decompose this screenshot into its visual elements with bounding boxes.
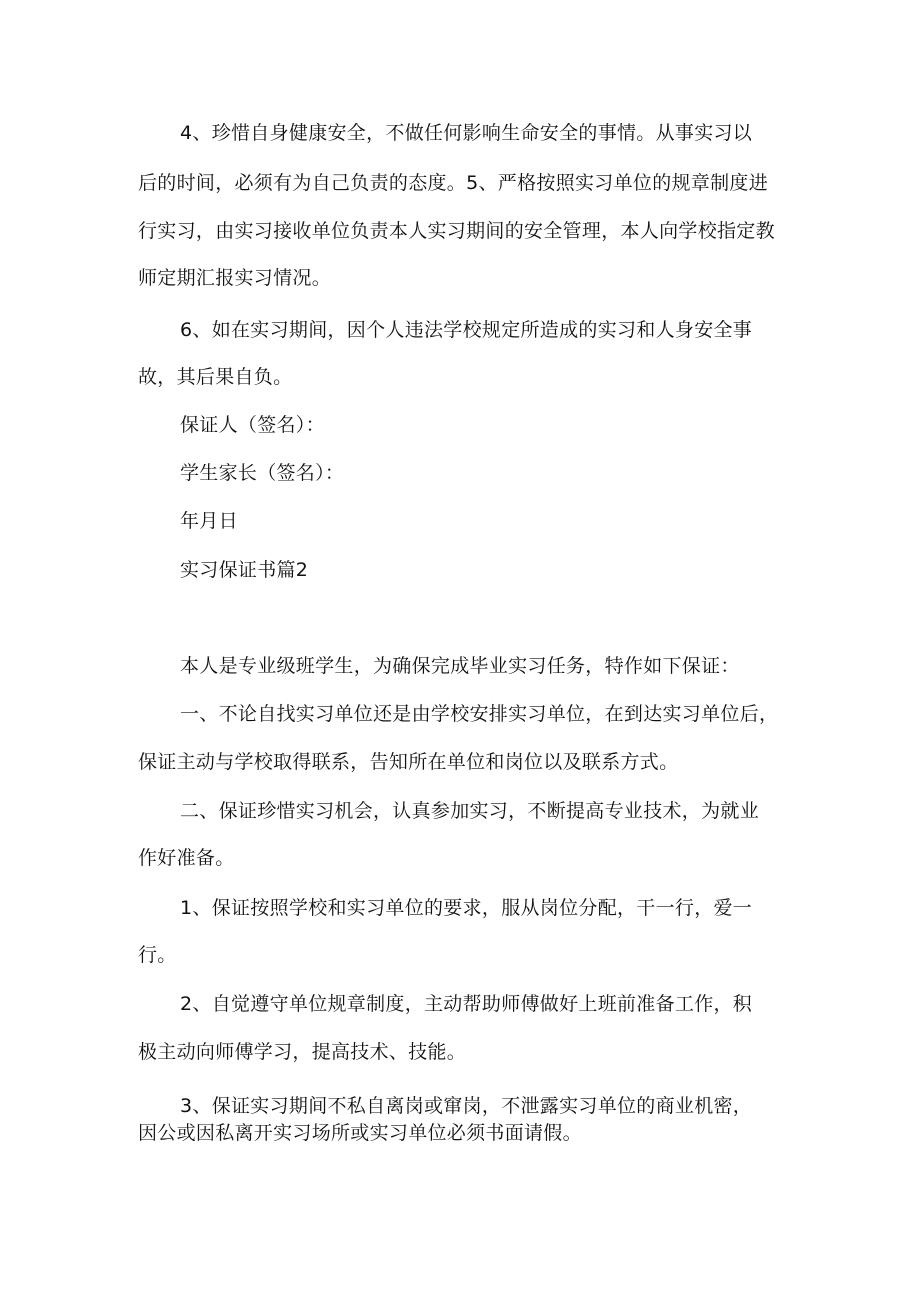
text-line: 一、不论自找实习单位还是由学校安排实习单位，在到达实习单位后，: [180, 703, 779, 725]
date-label: 年月日: [180, 510, 238, 532]
text-line: 极主动向师傅学习，提高技术、技能。: [138, 1041, 467, 1063]
text-line: 二、保证珍惜实习机会，认真参加实习，不断提高专业技术，为就业: [180, 800, 760, 822]
text-line: 2、自觉遵守单位规章制度，主动帮助师傅做好上班前准备工作，积: [180, 993, 753, 1015]
text-line: 3、保证实习期间不私自离岗或窜岗，不泄露实习单位的商业机密，: [180, 1095, 753, 1117]
signature-label: 保证人（签名）：: [180, 414, 325, 436]
text-line: 故，其后果自负。: [138, 366, 293, 388]
text-line: 6、如在实习期间，因个人违法学校规定所造成的实习和人身安全事: [180, 319, 753, 341]
text-line: 因公或因私离开实习场所或实习单位必须书面请假。: [138, 1122, 582, 1144]
text-line: 师定期汇报实习情况。: [138, 267, 332, 289]
text-line: 本人是专业级班学生，为确保完成毕业实习任务，特作如下保证：: [180, 655, 740, 677]
text-line: 作好准备。: [138, 847, 235, 869]
text-line: 行实习，由实习接收单位负责本人实习期间的安全管理，本人向学校指定教: [138, 220, 775, 242]
parent-signature-label: 学生家长（签名）：: [180, 462, 345, 484]
text-line: 行。: [138, 944, 177, 966]
text-line: 保证主动与学校取得联系，告知所在单位和岗位以及联系方式。: [138, 751, 679, 773]
text-line: 后的时间，必须有为自己负责的态度。5、严格按照实习单位的规章制度进: [138, 172, 768, 194]
text-line: 1、保证按照学校和实习单位的要求，服从岗位分配，干一行，爱一: [180, 897, 753, 919]
section-title: 实习保证书篇2: [180, 559, 309, 581]
text-line: 4、珍惜自身健康安全，不做任何影响生命安全的事情。从事实习以: [180, 122, 753, 144]
